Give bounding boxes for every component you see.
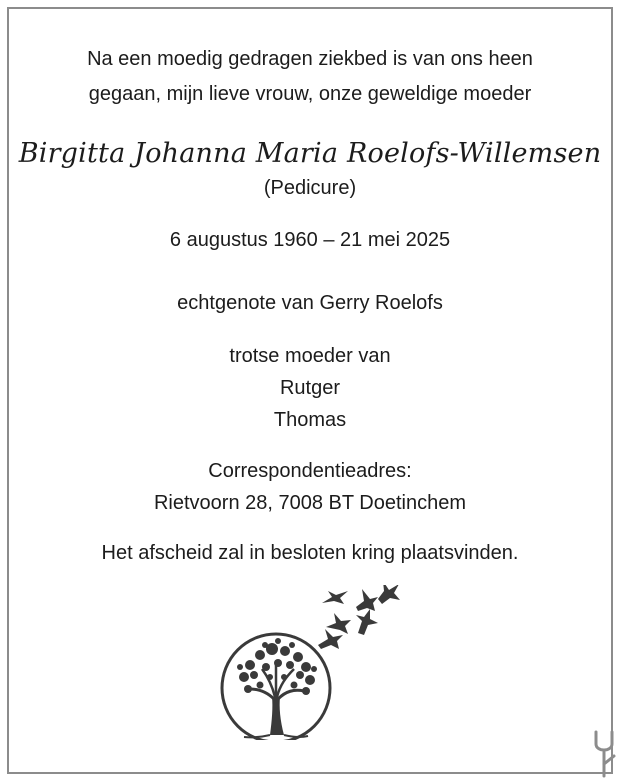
heart-logo-icon — [590, 728, 618, 778]
children-intro: trotse moeder van — [229, 345, 391, 367]
intro-line-1: Na een moedig gedragen ziekbed is van ons heen — [87, 48, 533, 70]
deceased-name: Birgitta Johanna Maria Roelofs-Willemsen — [18, 138, 602, 169]
intro-line-2: gegaan, mijn lieve vrouw, onze geweldige moeder — [88, 83, 532, 105]
correspondence-label: Correspondentieadres: — [208, 460, 412, 482]
child-name: Thomas — [273, 409, 347, 431]
correspondence-address: Rietvoorn 28, 7008 BT Doetinchem — [153, 492, 467, 514]
tree-of-life-with-birds-icon — [210, 585, 420, 740]
spouse-line: echtgenote van Gerry Roelofs — [177, 292, 443, 314]
farewell-line: Het afscheid zal in besloten kring plaatsvinden. — [101, 542, 519, 564]
child-name: Rutger — [279, 377, 341, 399]
life-dates: 6 augustus 1960 – 21 mei 2025 — [169, 229, 451, 251]
occupation: (Pedicure) — [263, 177, 357, 199]
